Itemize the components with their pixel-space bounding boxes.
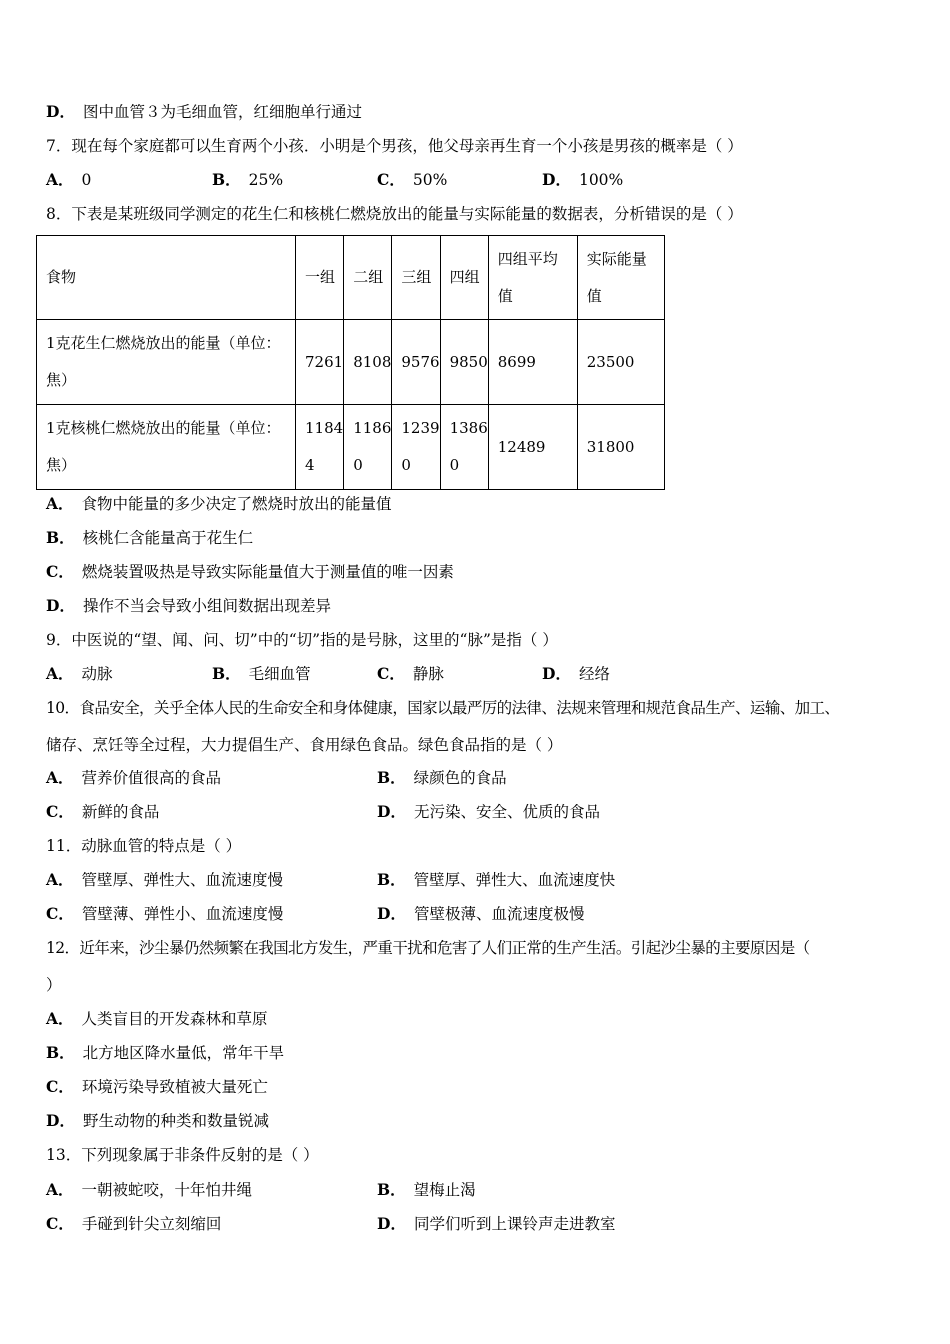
q8-option-d: D． 操作不当会导致小组间数据出现差异 <box>46 596 331 615</box>
q13-stem: 13．下列现象属于非条件反射的是（ ） <box>46 1146 319 1164</box>
q7-option-b: B． 25% <box>212 170 284 189</box>
q11-option-c: C． 管壁薄、弹性小、血流速度慢 <box>46 904 284 923</box>
q12-option-c: C． 环境污染导致植被大量死亡 <box>46 1077 268 1096</box>
q9-option-a: A． 动脉 <box>46 664 113 683</box>
option-label: D． <box>46 102 75 121</box>
table-cell: 13860 <box>440 405 488 490</box>
table-cell: 9576 <box>392 320 440 405</box>
header-group4: 四组 <box>440 236 488 320</box>
table-cell: 8699 <box>488 320 577 405</box>
header-average: 四组平均值 <box>488 236 577 320</box>
q12-option-d: D． 野生动物的种类和数量锐减 <box>46 1111 269 1130</box>
q13-option-d: D． 同学们听到上课铃声走进教室 <box>377 1214 616 1233</box>
q13-option-b: B． 望梅止渴 <box>377 1180 476 1199</box>
q10-stem-line1: 10．食品安全，关乎全体人民的生命安全和身体健康，国家以最严厉的法律、法规来管理和规范食品生产、运输、加工、 <box>46 699 840 717</box>
q11-option-b: B． 管壁厚、弹性大、血流速度快 <box>377 870 616 889</box>
table-cell: 11844 <box>296 405 344 490</box>
q9-option-b: B． 毛细血管 <box>212 664 311 683</box>
q11-option-a: A． 管壁厚、弹性大、血流速度慢 <box>46 870 284 889</box>
energy-data-table <box>36 235 665 490</box>
q10-option-d: D． 无污染、安全、优质的食品 <box>377 802 600 821</box>
q10-stem-line2: 储存、烹饪等全过程，大力提倡生产、食用绿色食品。绿色食品指的是（ ） <box>46 736 563 754</box>
table-cell: 11860 <box>344 405 392 490</box>
q10-option-a: A． 营养价值很高的食品 <box>46 768 222 787</box>
q9-option-c: C． 静脉 <box>377 664 444 683</box>
q10-option-c: C． 新鲜的食品 <box>46 802 160 821</box>
table-cell: 9850 <box>440 320 488 405</box>
table-cell: 31800 <box>577 405 664 490</box>
table-cell: 7261 <box>296 320 344 405</box>
header-group2: 二组 <box>344 236 392 320</box>
q7-option-a: A． 0 <box>46 170 92 189</box>
q11-option-d: D． 管壁极薄、血流速度极慢 <box>377 904 585 923</box>
q7-stem: 7．现在每个家庭都可以生育两个小孩．小明是个男孩，他父母亲再生育一个小孩是男孩的概率是（ ） <box>46 137 743 155</box>
table-cell: 12390 <box>392 405 440 490</box>
q8-option-c: C． 燃烧装置吸热是导致实际能量值大于测量值的唯一因素 <box>46 562 454 581</box>
header-food: 食物 <box>37 236 296 320</box>
q10-option-b: B． 绿颜色的食品 <box>377 768 507 787</box>
table-row <box>37 405 665 490</box>
option-text: 图中血管３为毛细血管，红细胞单行通过 <box>82 103 362 121</box>
row-food: 1克花生仁燃烧放出的能量（单位：焦） <box>37 320 296 405</box>
q8-option-b: B． 核桃仁含能量高于花生仁 <box>46 528 254 547</box>
q13-option-a: A． 一朝被蛇咬，十年怕井绳 <box>46 1180 253 1199</box>
table-cell: 12489 <box>488 405 577 490</box>
header-actual: 实际能量值 <box>577 236 664 320</box>
table-header-row <box>37 236 665 320</box>
header-group1: 一组 <box>296 236 344 320</box>
row-food: 1克核桃仁燃烧放出的能量（单位：焦） <box>37 405 296 490</box>
q8-stem: 8．下表是某班级同学测定的花生仁和核桃仁燃烧放出的能量与实际能量的数据表，分析错误的是（ ） <box>46 205 743 223</box>
q9-option-d: D． 经络 <box>542 664 610 683</box>
q12-stem-line2: ） <box>46 976 62 994</box>
header-group3: 三组 <box>392 236 440 320</box>
q7-option-d: D． 100% <box>542 170 624 189</box>
q8-option-a: A． 食物中能量的多少决定了燃烧时放出的能量值 <box>46 494 392 513</box>
table-cell: 23500 <box>577 320 664 405</box>
q12-stem-line1: 12．近年来，沙尘暴仍然频繁在我国北方发生，严重干扰和危害了人们正常的生产生活。引起沙尘暴的主要原因是（ <box>46 939 810 957</box>
q13-option-c: C． 手碰到针尖立刻缩回 <box>46 1214 222 1233</box>
table-cell: 8108 <box>344 320 392 405</box>
q11-stem: 11．动脉血管的特点是（ ） <box>46 837 242 855</box>
q7-option-c: C． 50% <box>377 170 448 189</box>
table-row <box>37 320 665 405</box>
q12-option-a: A． 人类盲目的开发森林和草原 <box>46 1009 268 1028</box>
q9-stem: 9．中医说的“望、闻、问、切”中的“切”指的是号脉，这里的“脉”是指（ ） <box>46 631 558 649</box>
q6-option-d <box>46 102 362 122</box>
q12-option-b: B． 北方地区降水量低，常年干旱 <box>46 1043 285 1062</box>
